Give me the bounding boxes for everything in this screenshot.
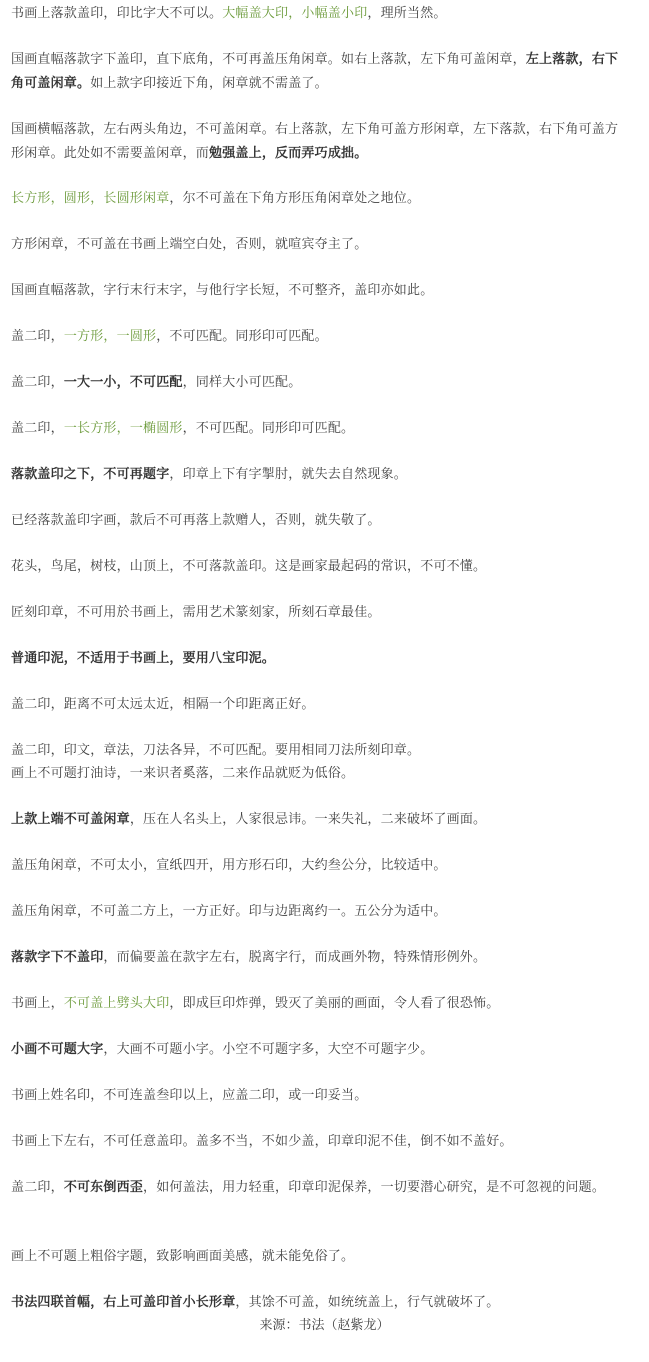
- bold-segment: 勉强盖上，反而弄巧成拙。: [209, 146, 368, 161]
- paragraph: [11, 693, 626, 717]
- highlight-segment: 长方形，圆形，长圆形闲章: [11, 191, 170, 206]
- text-segment: ，不可匹配。同形印可匹配。: [182, 421, 355, 436]
- paragraph: [11, 555, 626, 579]
- text-segment: 画上不可题打油诗，一来识者奚落，二来作品就贬为低俗。: [11, 766, 355, 781]
- text-segment: ，不可匹配。同形印可匹配。: [156, 329, 328, 344]
- paragraph: [11, 1176, 626, 1200]
- text-segment: 国画直幅落款，字行末行末字，与他行字长短，不可整齐，盖印亦如此。: [11, 283, 434, 298]
- text-segment: 已经落款盖印字画，款后不可再落上款赠人，否则，就失敬了。: [11, 513, 381, 528]
- text-segment: ，如何盖法，用力轻重，印章印泥保养，一切要潜心研究，是不可忽视的问题。: [143, 1180, 606, 1195]
- text-segment: 书画上，: [11, 996, 64, 1011]
- text-segment: 盖二印，: [11, 329, 64, 344]
- paragraph: [11, 739, 626, 763]
- paragraph: [11, 1291, 626, 1315]
- highlight-segment: 不可盖上劈头大印: [63, 996, 170, 1011]
- text-segment: ，其馀不可盖，如统统盖上，行气就破坏了。: [235, 1295, 500, 1310]
- bold-segment: 上款上端不可盖闲章: [11, 812, 130, 827]
- text-segment: ，印章上下有字掣肘，就失去自然现象。: [169, 467, 408, 482]
- bold-segment: 普通印泥，不适用于书画上，要用八宝印泥。: [11, 651, 276, 666]
- text-segment: 国画横幅落款，左右两头角边，不可盖闲章。右上落款，左下角可盖方形闲章，左下落款，右下角可盖方形闲章。此处如不需要盖闲章，而: [11, 122, 619, 161]
- text-segment: 盖二印，印文，章法，刀法各异，不可匹配。要用相同刀法所刻印章。: [11, 743, 421, 758]
- text-segment: ，而偏要盖在款字左右，脱离字行，而成画外物，特殊情形例外。: [103, 950, 487, 965]
- text-segment: ，尔不可盖在下角方形压角闲章处之地位。: [169, 191, 421, 206]
- text-segment: ，压在人名头上，人家很忌讳。一来失礼，二来破坏了画面。: [129, 812, 487, 827]
- text-segment: 如上款字印接近下角，闲章就不需盖了。: [90, 76, 328, 91]
- paragraph: [11, 417, 626, 441]
- paragraph: [11, 808, 626, 832]
- bold-segment: 小画不可题大字: [11, 1042, 104, 1057]
- paragraph: [11, 946, 626, 970]
- text-segment: 盖压角闲章，不可太小，宣纸四开，用方形石印，大约叁公分，比较适中。: [11, 858, 447, 873]
- source-credit: 来源：书法（赵紫龙）: [259, 1318, 390, 1333]
- paragraph: [11, 1038, 626, 1062]
- paragraph: [11, 900, 626, 924]
- text-segment: 书画上落款盖印，印比字大不可以。: [11, 6, 223, 21]
- paragraph: [11, 762, 626, 786]
- paragraph: [11, 1084, 626, 1108]
- paragraph: [11, 2, 626, 26]
- highlight-segment: 一方形，一圆形: [63, 329, 157, 344]
- paragraph: [11, 187, 626, 211]
- paragraph: [11, 854, 626, 878]
- paragraph: [11, 325, 626, 349]
- text-segment: 书画上姓名印，不可连盖叁印以上，应盖二印，或一印妥当。: [11, 1088, 368, 1103]
- text-segment: 花头，鸟尾，树枝，山顶上，不可落款盖印。这是画家最起码的常识，不可不懂。: [11, 559, 487, 574]
- bold-segment: 不可东倒西歪: [63, 1180, 144, 1195]
- paragraph: [11, 463, 626, 487]
- bold-segment: 落款盖印之下，不可再题字: [11, 467, 170, 482]
- highlight-segment: 一长方形，一椭圆形: [63, 421, 183, 436]
- text-segment: 盖二印，距离不可太远太近，相隔一个印距离正好。: [11, 697, 315, 712]
- paragraph: [11, 509, 626, 533]
- paragraph: [11, 48, 626, 96]
- text-segment: 盖二印，: [11, 375, 64, 390]
- bold-segment: 书法四联首幅，右上可盖印首小长形章: [11, 1295, 236, 1310]
- text-segment: ，即成巨印炸弹，毁灭了美丽的画面，令人看了很恐怖。: [169, 996, 500, 1011]
- highlight-segment: 大幅盖大印，小幅盖小印: [222, 6, 368, 21]
- text-segment: 盖二印，: [11, 421, 64, 436]
- paragraph: [11, 1130, 626, 1154]
- paragraph: [11, 118, 626, 166]
- bold-segment: 落款字下不盖印: [11, 950, 104, 965]
- text-segment: 盖二印，: [11, 1180, 64, 1195]
- paragraph: [11, 601, 626, 625]
- text-segment: 书画上下左右，不可任意盖印。盖多不当，不如少盖，印章印泥不佳，倒不如不盖好。: [11, 1134, 513, 1149]
- text-segment: 国画直幅落款字下盖印，直下底角，不可再盖压角闲章。如右上落款，左下角可盖闲章，: [11, 52, 526, 67]
- bold-segment: 一大一小，不可匹配: [63, 375, 183, 390]
- paragraph: [11, 279, 626, 303]
- text-segment: ，同样大小可匹配。: [182, 375, 302, 390]
- bold-segment: 左上落款，右下角可盖闲章。: [11, 52, 619, 91]
- text-segment: 画上不可题上粗俗字题，致影响画面美感，就未能免俗了。: [11, 1249, 355, 1264]
- text-segment: 匠刻印章，不可用於书画上，需用艺术篆刻家，所刻石章最佳。: [11, 605, 381, 620]
- paragraph: [11, 1245, 626, 1269]
- paragraph: [11, 233, 626, 257]
- text-segment: ，大画不可题小字。小空不可题字多，大空不可题字少。: [103, 1042, 434, 1057]
- text-segment: 盖压角闲章，不可盖二方上，一方正好。印与边距离约一。五公分为适中。: [11, 904, 447, 919]
- paragraph: [11, 992, 626, 1016]
- paragraph: [11, 371, 626, 395]
- text-segment: 方形闲章，不可盖在书画上端空白处，否则，就喧宾夺主了。: [11, 237, 368, 252]
- paragraph: [11, 647, 626, 671]
- text-segment: ，理所当然。: [367, 6, 447, 21]
